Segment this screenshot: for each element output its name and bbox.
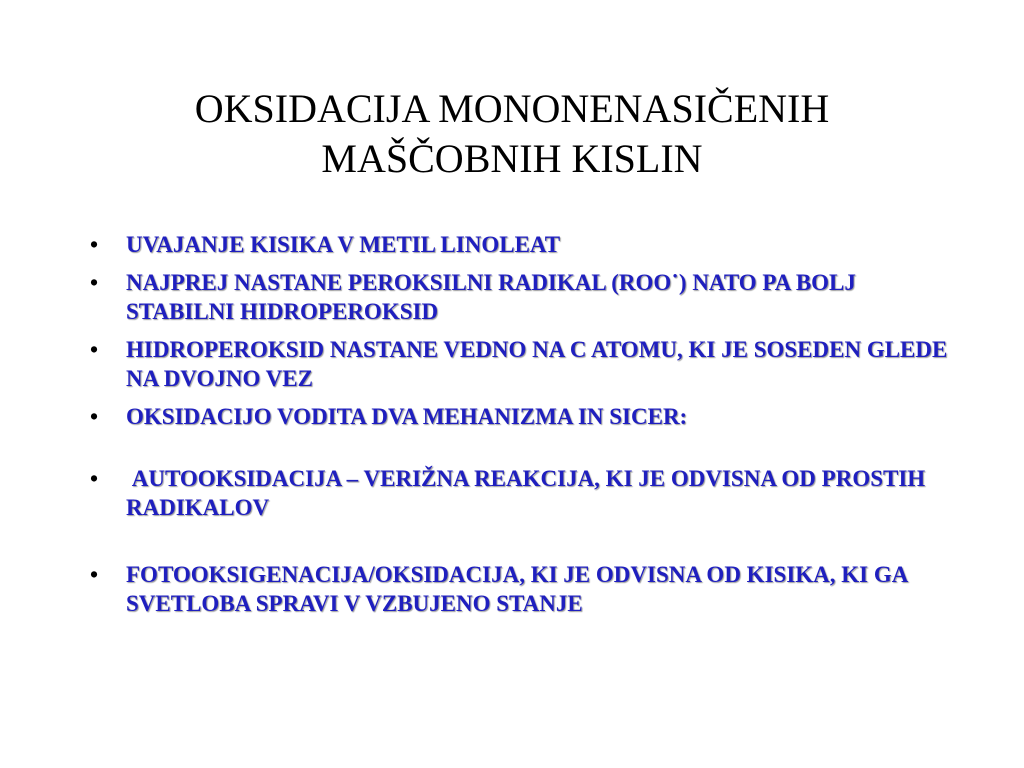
bullet-item: [90, 230, 950, 259]
bullet-text: HIDROPEROKSID NASTANE VEDNO NA C ATOMU, KI JE SOSEDEN GLEDE NA DVOJNO VEZ: [126, 337, 948, 391]
bullet-text: UVAJANJE KISIKA V METIL LINOLEAT: [126, 232, 561, 257]
bullet-text: OKSIDACIJO VODITA DVA MEHANIZMA IN SICER:: [126, 404, 688, 429]
slide-title: [0, 84, 1024, 184]
bullet-icon: •: [90, 404, 99, 429]
bullet-item: [90, 402, 950, 431]
bullet-icon: •: [90, 466, 99, 491]
bullet-item: [90, 560, 950, 618]
bullet-item: [90, 335, 950, 393]
bullet-icon: •: [90, 337, 99, 362]
bullet-text: NAJPREJ NASTANE PEROKSILNI RADIKAL (ROO˙) NATO PA BOLJ STABILNI HIDROPEROKSID: [126, 270, 856, 324]
slide-title-line-1: OKSIDACIJA MONONENASIČENIH: [194, 86, 830, 131]
bullet-item: [90, 268, 950, 326]
slide-title-line-2: MAŠČOBNIH KISLIN: [321, 136, 703, 181]
bullet-text: AUTOOKSIDACIJA – VERIŽNA REAKCIJA, KI JE ODVISNA OD PROSTIH RADIKALOV: [126, 466, 931, 520]
bullet-icon: •: [90, 270, 99, 295]
bullet-icon: •: [90, 232, 99, 257]
bullet-text: FOTOOKSIGENACIJA/OKSIDACIJA, KI JE ODVISNA OD KISIKA, KI GA SVETLOBA SPRAVI V VZBUJENO STANJE: [126, 562, 908, 616]
bullet-list: [90, 230, 950, 627]
bullet-item: [90, 464, 950, 522]
bullet-icon: •: [90, 562, 99, 587]
